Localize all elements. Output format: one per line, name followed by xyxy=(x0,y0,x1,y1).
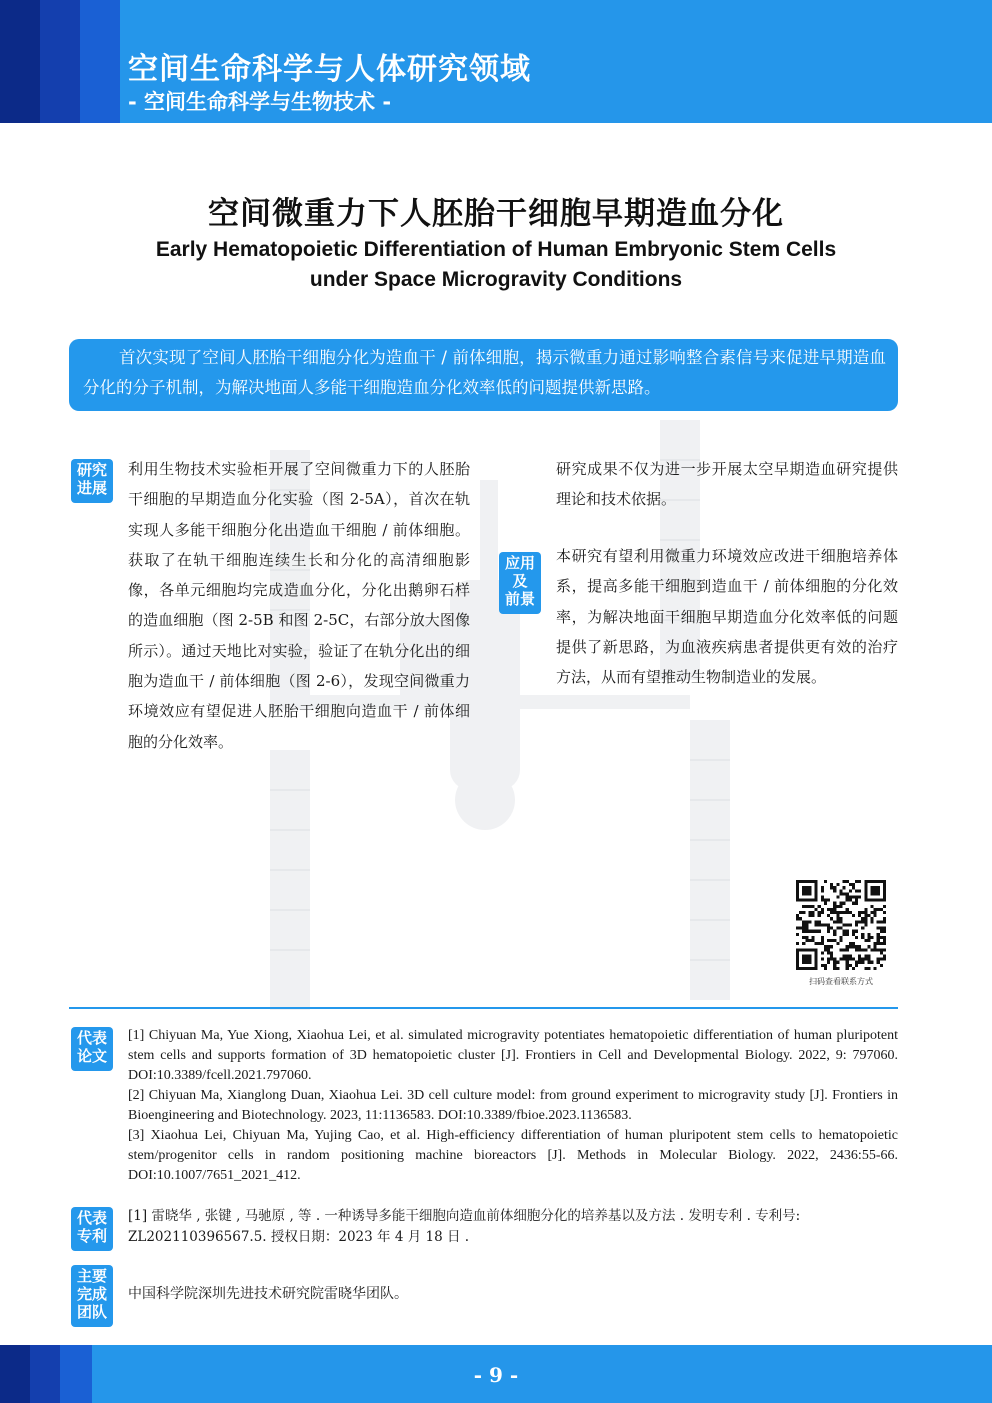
application-text xyxy=(556,541,898,692)
label-team-line2: 完成 xyxy=(76,1285,107,1303)
page-number: - 9 - xyxy=(473,1363,519,1387)
patent-item: [1] 雷晓华 , 张键 , 马驰原 , 等 . 一种诱导多能干细胞向造血前体细胞分化的培养基以及方法 . 发明专利 . 专利号: ZL202110396567.5. 授权日期：2023 年 4 月 18 日 . xyxy=(128,1208,801,1245)
page-footer xyxy=(0,1345,992,1403)
research-continued-paragraph: 研究成果不仅为进一步开展太空早期造血研究提供理论和技术依据。 xyxy=(556,460,898,509)
article-title-en-line2: under Space Microgravity Conditions xyxy=(309,268,683,291)
team-text: 中国科学院深圳先进技术研究院雷晓华团队。 xyxy=(128,1286,408,1302)
label-patents-line2: 专利 xyxy=(76,1227,107,1245)
label-application-line3: 前景 xyxy=(504,590,535,608)
label-team-line3: 团队 xyxy=(76,1303,107,1321)
label-research-progress xyxy=(71,459,113,503)
label-patents-line1: 代表 xyxy=(76,1209,107,1227)
label-representative-papers xyxy=(71,1027,113,1071)
label-team-line1: 主要 xyxy=(76,1267,107,1285)
paper-item-1: [1] Chiyuan Ma, Yue Xiong, Xiaohua Lei, et al. simulated microgravity potentiates hematopoietic differentiation of human pluripotent stem cells and supports formation of 3D hematopoietic cluster [J]. Frontiers in Cell and Developmental Biology. 2022, 9: 797060. DOI:10.3389/fcell.2021.797060. xyxy=(128,1028,898,1083)
label-research-line2: 进展 xyxy=(76,479,107,497)
header-title: 空间生命科学与人体研究领域 xyxy=(128,52,531,87)
label-research-line1: 研究 xyxy=(76,461,107,479)
article-title-zh: 空间微重力下人胚胎干细胞早期造血分化 xyxy=(208,196,784,232)
paper-item-3: [3] Xiaohua Lei, Chiyuan Ma, Yujing Cao, et al. High-efficiency differentiation of human pluripotent stem cells to hematopoietic stem/progenitor cells in random positioning machine bioreactors [J]. Methods in Molecular Biology. 2022, 2436:55-66. DOI:10.1007/7651_2021_412. xyxy=(128,1128,898,1183)
section-divider xyxy=(69,1007,898,1009)
application-paragraph: 本研究有望利用微重力环境效应改进干细胞培养体系，提高多能干细胞到造血干 / 前体细胞的分化效率，为解决地面干细胞早期造血分化效率低的问题提供了新思路，为血液疾病患者提供更有效的治疗方法，从而有望推动生物制造业的发展。 xyxy=(556,547,898,687)
article-title-en xyxy=(100,235,892,295)
page-header xyxy=(0,0,992,123)
qr-code-icon[interactable] xyxy=(796,880,886,970)
header-subtitle: - 空间生命科学与生物技术 - xyxy=(128,90,392,114)
label-representative-patents xyxy=(71,1207,113,1251)
research-progress-text xyxy=(128,454,470,757)
research-progress-paragraph: 利用生物技术实验柜开展了空间微重力下的人胚胎干细胞的早期造血分化实验（图 2-5A），首次在轨实现人多能干细胞分化出造血干细胞 / 前体细胞。获取了在轨干细胞连续生长和分化的高清细胞影像，各单元细胞均完成造血分化，分化出鹅卵石样的造血细胞（图 2-5B 和图 2-5C，右部分放大图像所示）。通过天地比对实验，验证了在轨分化出的细胞为造血干 / 前体细胞（图 2-6），发现空间微重力环境效应有望促进人胚胎干细胞向造血干 / 前体细胞的分化效率。 xyxy=(128,460,470,751)
paper-item-2: [2] Chiyuan Ma, Xianglong Duan, Xiaohua Lei. 3D cell culture model: from ground experiment to microgravity study [J]. Frontiers in Bioengineering and Biotechnology. 2023, 11:1136583. DOI:10.3389/fbioe.2023.1136583. xyxy=(128,1088,898,1123)
label-papers-line2: 论文 xyxy=(76,1047,107,1065)
label-main-team xyxy=(71,1265,113,1327)
label-application-prospects xyxy=(499,552,541,614)
qr-caption: 扫码查看联系方式 xyxy=(809,977,873,986)
label-application-line1: 应用 xyxy=(504,554,535,572)
label-papers-line1: 代表 xyxy=(76,1029,107,1047)
summary-box: 首次实现了空间人胚胎干细胞分化为造血干 / 前体细胞，揭示微重力通过影响整合素信号来促进早期造血分化的分子机制，为解决地面人多能干细胞造血分化效率低的问题提供新思路。 xyxy=(69,339,898,411)
article-title-en-line1: Early Hematopoietic Differentiation of Human Embryonic Stem Cells xyxy=(155,238,837,261)
label-application-line2: 及 xyxy=(512,572,528,590)
papers-list xyxy=(128,1026,898,1186)
research-progress-continued xyxy=(556,454,898,515)
